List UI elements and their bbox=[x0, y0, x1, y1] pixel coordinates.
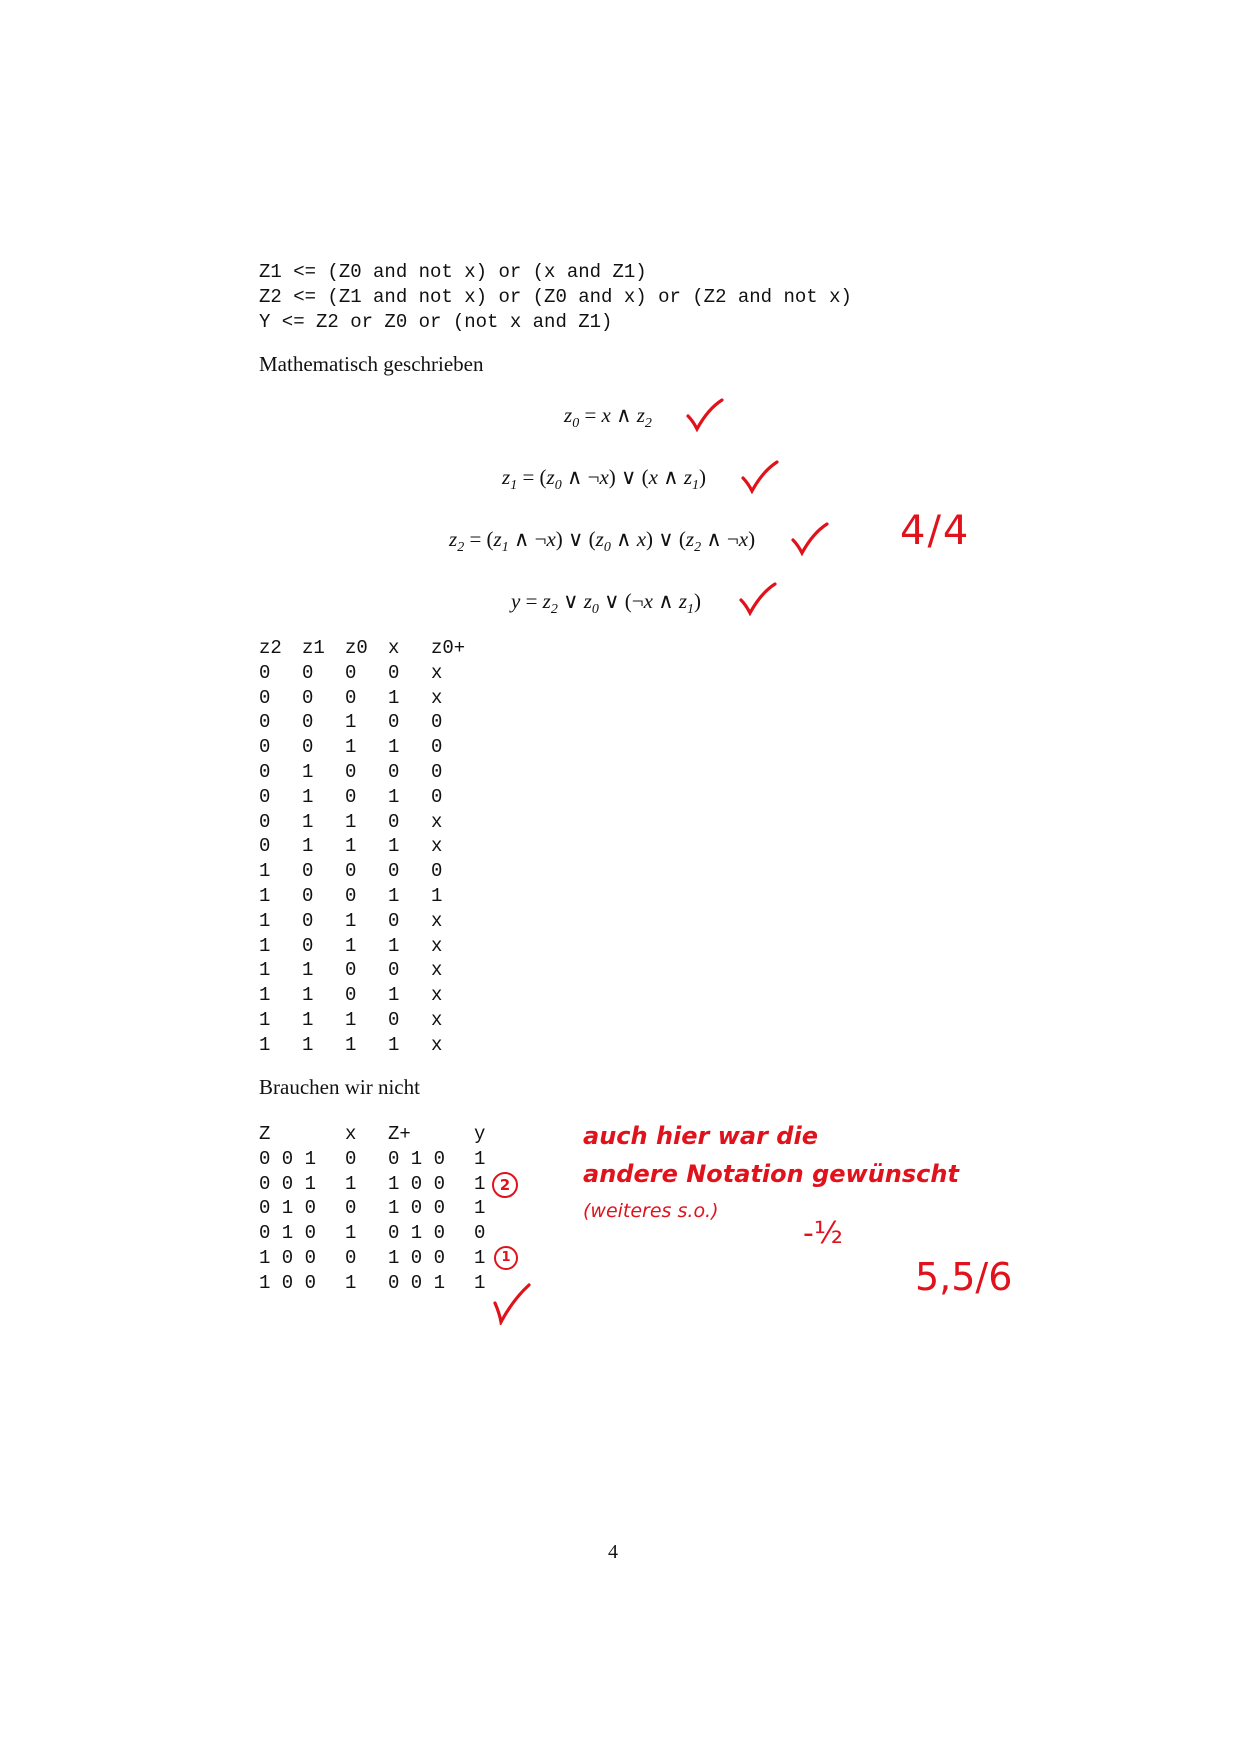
state-table-cell: 1 bbox=[302, 761, 314, 783]
equation-z1 bbox=[502, 465, 706, 494]
state-table-cell: 0 bbox=[431, 736, 443, 759]
transition-table-cell: 1 bbox=[474, 1247, 486, 1269]
state-table-cell: 1 bbox=[302, 810, 314, 833]
page-number: 4 bbox=[608, 1541, 618, 1563]
equation-term: ∨ (¬x ∧ z bbox=[598, 589, 688, 613]
state-table-cell: 0 bbox=[431, 785, 443, 808]
state-table-cell: 0 bbox=[431, 711, 443, 734]
state-table-cell: 1 bbox=[259, 1009, 271, 1031]
state-table-cell: x bbox=[431, 686, 443, 709]
state-table-cell: 0 bbox=[259, 736, 271, 759]
comment-line-2: andere Notation gewünscht bbox=[583, 1160, 959, 1188]
state-table-cell: 1 bbox=[259, 909, 271, 932]
state-table-cell: 1 bbox=[388, 835, 400, 858]
state-table-cell: x bbox=[431, 1009, 443, 1031]
state-table-cell: 0 bbox=[259, 835, 271, 858]
equation-term: ∧ ¬x) ∨ (x ∧ z bbox=[561, 465, 693, 489]
state-table-cell: 0 bbox=[345, 959, 357, 982]
state-table-cell: 0 bbox=[345, 686, 357, 709]
equation-lhs: z bbox=[502, 465, 511, 489]
transition-table-cell: 0 bbox=[345, 1197, 357, 1220]
transition-table-cell: 0 1 0 bbox=[388, 1147, 446, 1170]
state-table-cell: 0 bbox=[388, 810, 400, 833]
state-table-cell: 0 bbox=[302, 934, 314, 957]
equation-subscript: 0 bbox=[554, 478, 562, 494]
check-mark-icon bbox=[790, 522, 830, 556]
state-table-cell: 1 bbox=[345, 1009, 357, 1031]
transition-table-cell: 1 bbox=[474, 1172, 486, 1195]
check-mark-icon bbox=[738, 582, 778, 616]
transition-table-cell: 1 bbox=[345, 1271, 357, 1294]
state-table-cell: 1 bbox=[302, 785, 314, 808]
transition-table-cell: 0 0 1 bbox=[259, 1172, 317, 1195]
transition-table-header-cell: y bbox=[474, 1123, 486, 1145]
score-equations: 4/4 bbox=[900, 508, 971, 554]
transition-table-header-cell: Z bbox=[259, 1123, 271, 1145]
state-table-cell: x bbox=[431, 1033, 443, 1056]
circled-mark-2: 2 bbox=[492, 1172, 518, 1198]
state-table-header-cell: z0+ bbox=[431, 637, 466, 659]
transition-table-cell: 1 0 0 bbox=[259, 1247, 317, 1269]
state-table-cell: 1 bbox=[345, 934, 357, 957]
state-table-cell: 1 bbox=[259, 860, 271, 883]
equation-z0 bbox=[564, 403, 652, 432]
equation-term: ∨ z bbox=[557, 589, 592, 613]
state-table-cell: 0 bbox=[302, 711, 314, 734]
state-table-header-cell: z1 bbox=[302, 637, 325, 659]
state-table-cell: 0 bbox=[345, 885, 357, 907]
equation-subscript: 1 bbox=[692, 478, 700, 494]
state-table-cell: 0 bbox=[345, 984, 357, 1007]
state-table-cell: 1 bbox=[388, 785, 400, 808]
state-table-cell: 1 bbox=[431, 885, 443, 907]
state-table-cell: 0 bbox=[345, 860, 357, 883]
equation-lhs: z bbox=[449, 527, 458, 551]
comment-line-1: auch hier war die bbox=[583, 1122, 818, 1150]
code-line-z2: Z2 <= (Z1 and not x) or (Z0 and x) or (Z2 and not x) bbox=[259, 286, 852, 308]
transition-table-cell: 0 bbox=[474, 1222, 486, 1245]
state-table-cell: 1 bbox=[345, 835, 357, 858]
state-table-cell: 1 bbox=[388, 934, 400, 957]
equation-subscript: 2 bbox=[457, 540, 465, 556]
equation-subscript: 1 bbox=[510, 478, 518, 494]
transition-table-cell: 0 0 1 bbox=[259, 1147, 317, 1170]
transition-table-cell: 1 bbox=[474, 1197, 486, 1220]
equation-lhs: z bbox=[564, 403, 573, 427]
circled-mark-1: 1 bbox=[494, 1246, 518, 1270]
state-table-cell: 0 bbox=[388, 1009, 400, 1031]
state-table-cell: 0 bbox=[259, 686, 271, 709]
state-table-cell: 1 bbox=[302, 959, 314, 982]
state-table-cell: 1 bbox=[302, 1033, 314, 1056]
state-table-cell: 1 bbox=[345, 711, 357, 734]
state-table-cell: 1 bbox=[345, 909, 357, 932]
comment-line-3: (weiteres s.o.) bbox=[583, 1200, 719, 1222]
equation-lhs: y bbox=[511, 589, 521, 613]
state-table-cell: x bbox=[431, 984, 443, 1007]
state-table-cell: 0 bbox=[388, 860, 400, 883]
check-mark-icon bbox=[685, 398, 725, 432]
equation-term: = (z bbox=[469, 527, 502, 551]
state-table-cell: 1 bbox=[345, 736, 357, 759]
state-table-cell: 1 bbox=[388, 885, 400, 907]
state-table-cell: 0 bbox=[259, 785, 271, 808]
state-table-cell: 0 bbox=[388, 959, 400, 982]
total-score: 5,5/6 bbox=[915, 1255, 1013, 1299]
transition-table-cell: 0 bbox=[345, 1147, 357, 1170]
state-table-cell: 1 bbox=[388, 686, 400, 709]
state-table-cell: 1 bbox=[259, 959, 271, 982]
code-line-y: Y <= Z2 or Z0 or (not x and Z1) bbox=[259, 311, 613, 333]
state-table-cell: 0 bbox=[302, 686, 314, 709]
transition-table-header-cell: Z+ bbox=[388, 1123, 411, 1145]
state-table-cell: 0 bbox=[259, 810, 271, 833]
transition-table-cell: 0 bbox=[345, 1247, 357, 1269]
transition-table-cell: 1 0 0 bbox=[388, 1197, 446, 1220]
state-table-cell: x bbox=[431, 810, 443, 833]
state-table-cell: x bbox=[431, 661, 443, 684]
equation-subscript: 0 bbox=[603, 540, 611, 556]
equation-subscript: 2 bbox=[644, 416, 652, 432]
equation-term: ) bbox=[699, 465, 707, 489]
transition-table-cell: 1 bbox=[345, 1172, 357, 1195]
transition-table-cell: 1 0 0 bbox=[259, 1271, 317, 1294]
transition-table-cell: 0 1 0 bbox=[259, 1222, 317, 1245]
equation-subscript: 1 bbox=[687, 602, 695, 618]
state-table-cell: 0 bbox=[388, 909, 400, 932]
deduction: -½ bbox=[803, 1216, 843, 1251]
state-table-cell: 0 bbox=[345, 761, 357, 783]
equation-subscript: 0 bbox=[572, 416, 580, 432]
state-table-cell: 1 bbox=[302, 1009, 314, 1031]
equation-term: ∧ x) ∨ (z bbox=[610, 527, 695, 551]
state-table-cell: 0 bbox=[259, 711, 271, 734]
state-table-cell: 0 bbox=[388, 711, 400, 734]
check-mark-icon bbox=[492, 1283, 532, 1325]
math-heading: Mathematisch geschrieben bbox=[259, 352, 484, 376]
state-table-cell: 0 bbox=[345, 785, 357, 808]
state-table-cell: 1 bbox=[259, 984, 271, 1007]
state-table-cell: 0 bbox=[431, 761, 443, 783]
equation-subscript: 2 bbox=[550, 602, 558, 618]
transition-table-cell: 0 0 1 bbox=[388, 1271, 446, 1294]
state-table-cell: x bbox=[431, 959, 443, 982]
not-needed-label: Brauchen wir nicht bbox=[259, 1075, 420, 1099]
transition-table-cell: 1 bbox=[474, 1147, 486, 1170]
state-table-cell: 1 bbox=[302, 835, 314, 858]
state-table-cell: 1 bbox=[259, 885, 271, 907]
state-table-cell: 0 bbox=[388, 661, 400, 684]
equation-term: ∧ ¬x) ∨ (z bbox=[508, 527, 604, 551]
state-table-cell: 0 bbox=[302, 661, 314, 684]
equation-subscript: 2 bbox=[694, 540, 702, 556]
state-table-cell: x bbox=[431, 934, 443, 957]
equation-term: = x ∧ z bbox=[584, 403, 645, 427]
state-table-header-cell: z2 bbox=[259, 637, 282, 659]
transition-table-cell: 0 1 0 bbox=[388, 1222, 446, 1245]
state-table-cell: 1 bbox=[388, 1033, 400, 1056]
equation-term: = z bbox=[525, 589, 551, 613]
state-table-cell: 0 bbox=[388, 761, 400, 783]
code-line-z1: Z1 <= (Z0 and not x) or (x and Z1) bbox=[259, 261, 647, 283]
state-table-cell: 1 bbox=[345, 1033, 357, 1056]
state-table-cell: 1 bbox=[388, 984, 400, 1007]
state-table-cell: 0 bbox=[259, 761, 271, 783]
equation-term: = (z bbox=[522, 465, 555, 489]
state-table-cell: x bbox=[431, 909, 443, 932]
transition-table-cell: 1 bbox=[345, 1222, 357, 1245]
state-table-cell: 1 bbox=[259, 1033, 271, 1056]
transition-table-cell: 1 0 0 bbox=[388, 1247, 446, 1269]
state-table-cell: 0 bbox=[431, 860, 443, 883]
equation-subscript: 1 bbox=[501, 540, 509, 556]
state-table-cell: 1 bbox=[302, 984, 314, 1007]
state-table-cell: x bbox=[431, 835, 443, 858]
state-table-header-cell: z0 bbox=[345, 637, 368, 659]
check-mark-icon bbox=[740, 460, 780, 494]
state-table-cell: 0 bbox=[302, 909, 314, 932]
equation-term: ∧ ¬x) bbox=[701, 527, 756, 551]
state-table-cell: 0 bbox=[259, 661, 271, 684]
equation-z2 bbox=[449, 527, 755, 556]
transition-table-cell: 0 1 0 bbox=[259, 1197, 317, 1220]
state-table-header-cell: x bbox=[388, 637, 400, 659]
transition-table-cell: 1 0 0 bbox=[388, 1172, 446, 1195]
state-table-cell: 1 bbox=[388, 736, 400, 759]
state-table-cell: 1 bbox=[345, 810, 357, 833]
equation-y bbox=[511, 589, 701, 618]
transition-table-cell: 1 bbox=[474, 1271, 486, 1294]
state-table-cell: 0 bbox=[345, 661, 357, 684]
state-table-cell: 0 bbox=[302, 885, 314, 907]
equation-term: ) bbox=[694, 589, 702, 613]
transition-table-header-cell: x bbox=[345, 1123, 357, 1145]
equation-subscript: 0 bbox=[591, 602, 599, 618]
state-table-cell: 0 bbox=[302, 736, 314, 759]
state-table-cell: 0 bbox=[302, 860, 314, 883]
state-table-cell: 1 bbox=[259, 934, 271, 957]
